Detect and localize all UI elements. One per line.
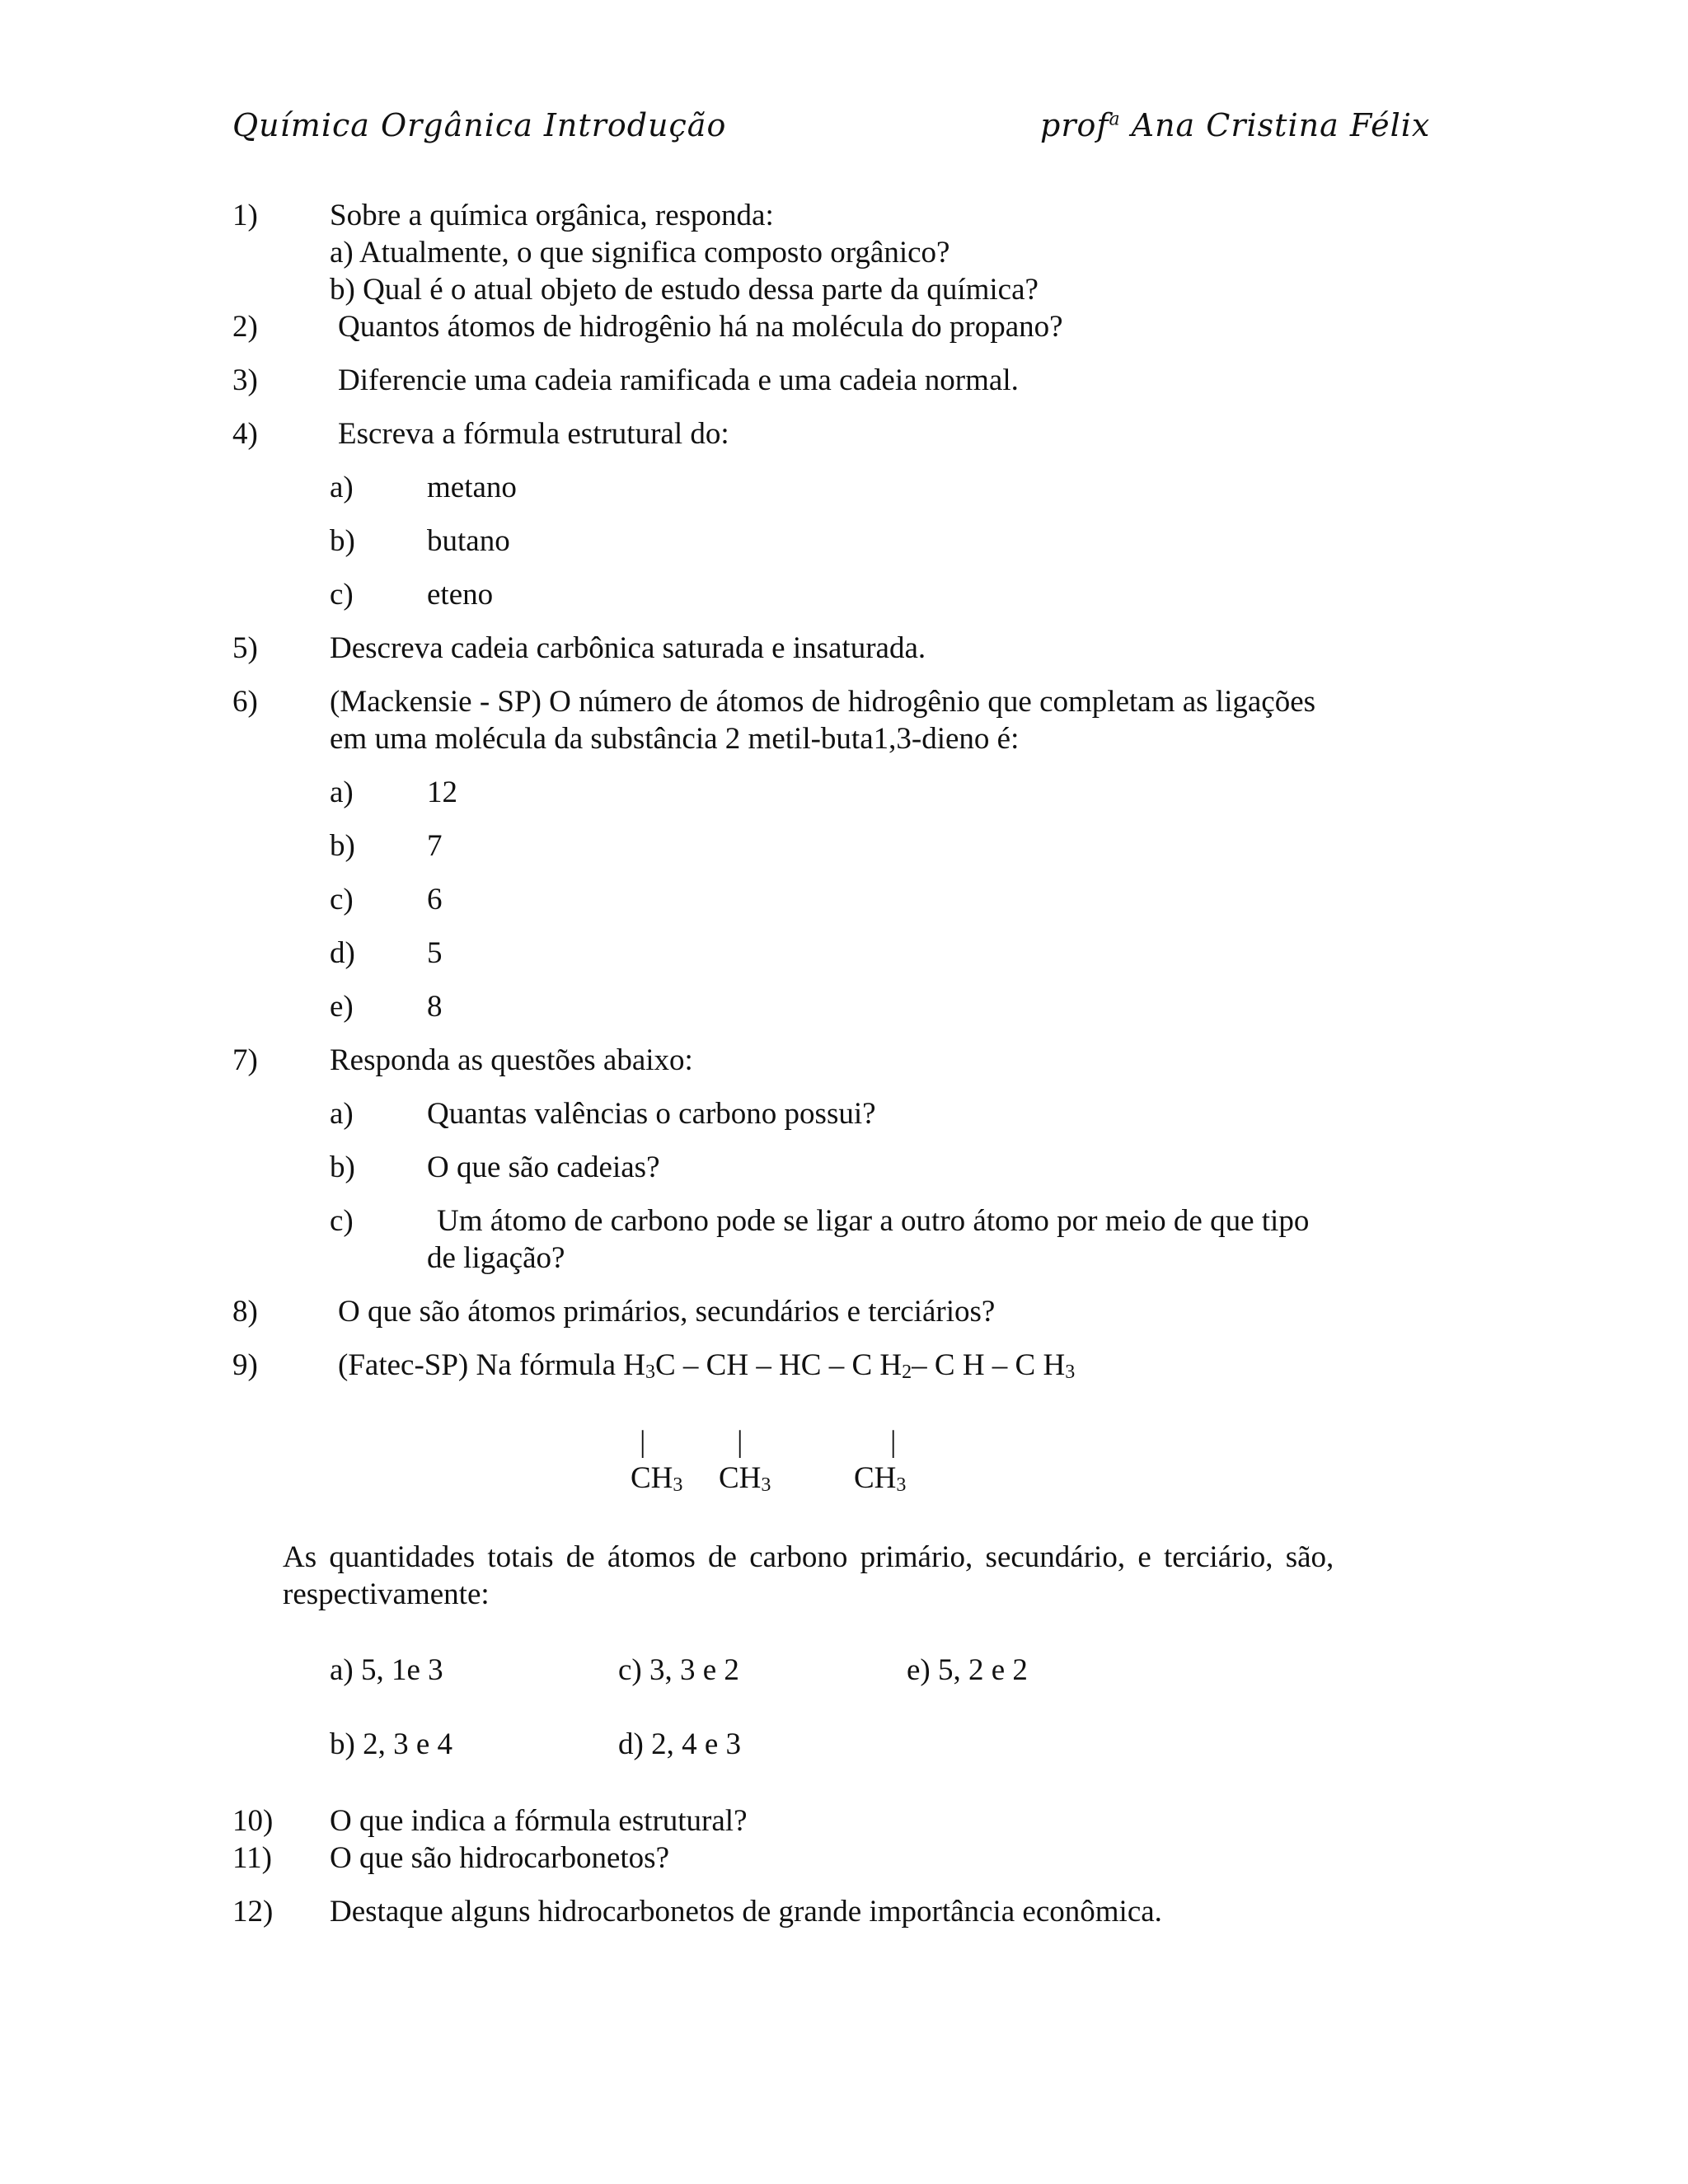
q9-methyl-3-ch: CH: [854, 1461, 897, 1495]
q5-number: 5): [232, 631, 258, 665]
q9-methyl-3: [854, 1460, 906, 1497]
q4-option-b-letter: b): [330, 524, 355, 558]
q9-f2-sub: 2: [902, 1361, 912, 1383]
q11-text: O que são hidrocarbonetos?: [330, 1841, 670, 1875]
header-author-sup: a: [1109, 109, 1121, 130]
header-title: Química Orgânica Introdução: [232, 107, 727, 143]
q7-option-b-text: O que são cadeias?: [427, 1151, 660, 1184]
q1-option-b: b) Qual é o atual objeto de estudo dessa parte da química?: [330, 273, 1039, 307]
q9-methyl-2-sub: 3: [761, 1474, 771, 1496]
q9-number: 9): [232, 1348, 258, 1382]
q9-bond-2: |: [737, 1425, 743, 1459]
q6-line2: em uma molécula da substância 2 metil-buta1,3-dieno é:: [330, 722, 1020, 756]
q9-f3-sub: 3: [1065, 1361, 1076, 1383]
q9-f3: – C H – C H: [912, 1348, 1066, 1382]
q9-methyl-3-sub: 3: [896, 1474, 907, 1496]
q9-methyl-2: [719, 1460, 771, 1497]
q4-option-c-letter: c): [330, 578, 354, 612]
q1-text: Sobre a química orgânica, responda:: [330, 199, 774, 232]
q9-intro: (Fatec-SP) Na fórmula: [338, 1348, 624, 1382]
q3-number: 3): [232, 363, 258, 397]
header-author-pre: prof: [1040, 107, 1109, 143]
q4-option-a-text: metano: [427, 471, 517, 504]
q9-methyl-1-ch: CH: [631, 1461, 673, 1495]
q4-option-a-letter: a): [330, 471, 354, 504]
q6-option-b-text: 7: [427, 829, 443, 863]
q8-number: 8): [232, 1295, 258, 1329]
q9-f2: C – CH – HC – C H: [655, 1348, 903, 1382]
q6-option-d-text: 5: [427, 936, 443, 970]
q7-option-b-letter: b): [330, 1151, 355, 1184]
q12-text: Destaque alguns hidrocarbonetos de grande importância econômica.: [330, 1895, 1162, 1929]
q8-text: O que são átomos primários, secundários e terciários?: [338, 1295, 996, 1329]
q4-option-b-text: butano: [427, 524, 510, 558]
q9-answer-c: c) 3, 3 e 2: [618, 1653, 739, 1687]
q7-text: Responda as questões abaixo:: [330, 1043, 693, 1077]
q1-number: 1): [232, 199, 258, 232]
q9-methyl-2-ch: CH: [719, 1461, 762, 1495]
q7-option-a-letter: a): [330, 1097, 354, 1131]
q9-methyl-1-sub: 3: [673, 1474, 683, 1496]
q3-text: Diferencie uma cadeia ramificada e uma cadeia normal.: [338, 363, 1019, 397]
q6-option-e-text: 8: [427, 990, 443, 1024]
q2-number: 2): [232, 310, 258, 344]
q10-number: 10): [232, 1804, 274, 1838]
q6-number: 6): [232, 685, 258, 719]
q4-option-c-text: eteno: [427, 578, 494, 612]
q2-text: Quantos átomos de hidrogênio há na molécula do propano?: [338, 310, 1063, 344]
q4-text: Escreva a fórmula estrutural do:: [338, 417, 729, 451]
q6-option-c-text: 6: [427, 883, 443, 916]
q6-option-b-letter: b): [330, 829, 355, 863]
q6-option-d-letter: d): [330, 936, 355, 970]
q6-line1: (Mackensie - SP) O número de átomos de hidrogênio que completam as ligações: [330, 685, 1316, 719]
header-author-name: Ana Cristina Félix: [1120, 107, 1431, 143]
q9-paragraph-line2: respectivamente:: [283, 1577, 490, 1611]
q9-methyl-1: [631, 1460, 682, 1497]
q7-option-c-letter: c): [330, 1204, 354, 1238]
q9-bond-3: |: [890, 1425, 897, 1459]
q9-f1: H: [623, 1348, 645, 1382]
q1-option-a: a) Atualmente, o que significa composto orgânico?: [330, 236, 950, 269]
q9-answer-e: e) 5, 2 e 2: [907, 1653, 1028, 1687]
q6-option-e-letter: e): [330, 990, 354, 1024]
q12-number: 12): [232, 1895, 274, 1929]
q9-formula: [338, 1347, 1075, 1384]
q7-number: 7): [232, 1043, 258, 1077]
q7-option-c-text2: de ligação?: [427, 1241, 565, 1275]
q9-f1-sub: 3: [645, 1361, 655, 1383]
q9-answer-b: b) 2, 3 e 4: [330, 1727, 452, 1761]
q4-number: 4): [232, 417, 258, 451]
q7-option-c-text: Um átomo de carbono pode se ligar a outro átomo por meio de que tipo: [437, 1204, 1310, 1238]
q10-text: O que indica a fórmula estrutural?: [330, 1804, 748, 1838]
q6-option-a-text: 12: [427, 776, 457, 809]
q9-paragraph-line1: As quantidades totais de átomos de carbono primário, secundário, e terciário, são,: [283, 1540, 1334, 1574]
q11-number: 11): [232, 1841, 272, 1875]
q9-bond-1: |: [640, 1425, 646, 1459]
q7-option-a-text: Quantas valências o carbono possui?: [427, 1097, 876, 1131]
q9-answer-a: a) 5, 1e 3: [330, 1653, 443, 1687]
header-author: [1040, 107, 1430, 143]
q5-text: Descreva cadeia carbônica saturada e insaturada.: [330, 631, 926, 665]
q6-option-a-letter: a): [330, 776, 354, 809]
q9-answer-d: d) 2, 4 e 3: [618, 1727, 741, 1761]
q6-option-c-letter: c): [330, 883, 354, 916]
